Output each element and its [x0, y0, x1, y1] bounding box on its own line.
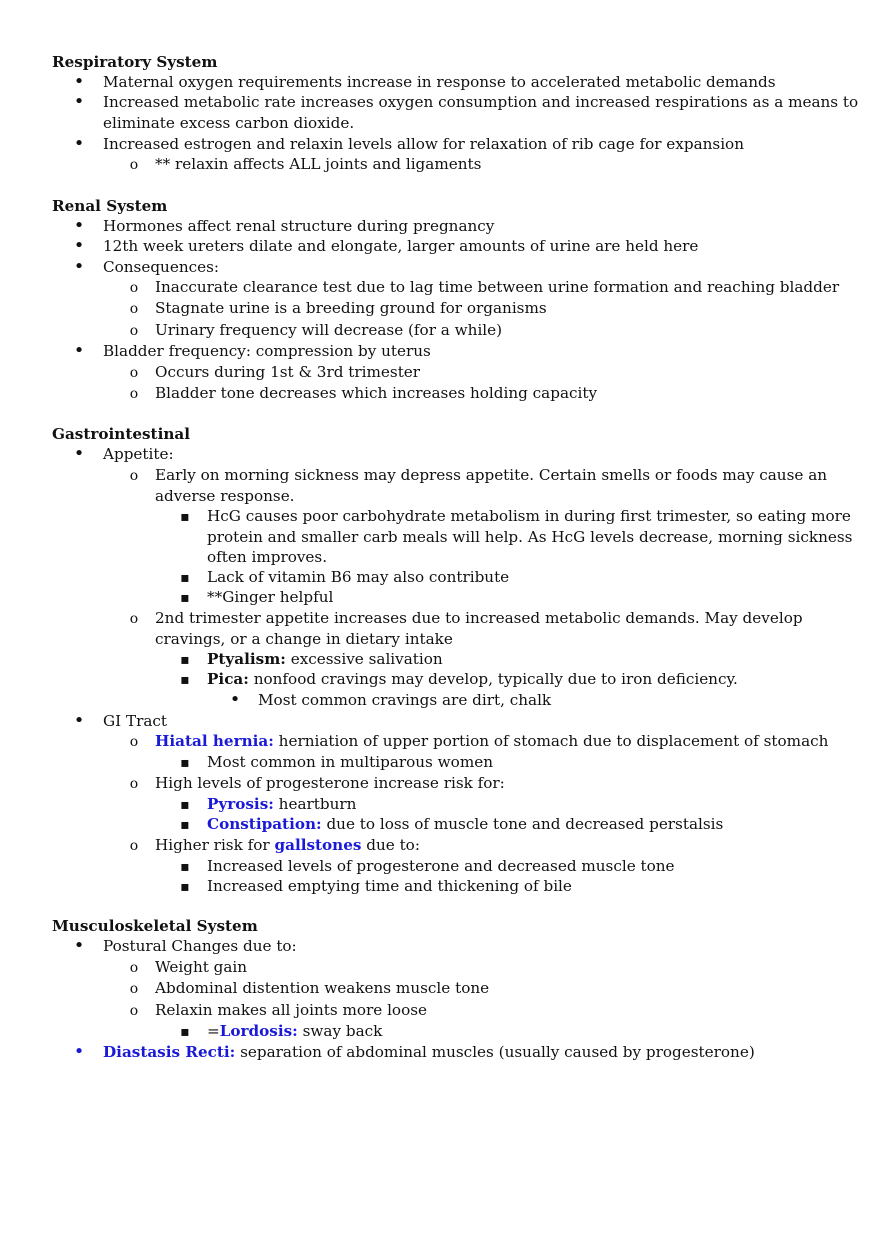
term-ptyalism: Ptyalism: [207, 650, 286, 668]
term-pica: Pica: [207, 670, 249, 688]
list-item: Increased estrogen and relaxin levels allow for relaxation of rib cage for expansion [103, 135, 744, 153]
bullet-circle [127, 277, 141, 298]
list-item: Most common in multiparous women [207, 753, 493, 771]
list-item [207, 669, 738, 689]
list-item-continued: adverse response. [155, 487, 295, 505]
section-heading-renal: Renal System [52, 197, 168, 215]
definition: excessive salivation [285, 650, 443, 668]
bullet-circle [127, 320, 141, 341]
bullet-square [178, 752, 192, 773]
bullet-circle [127, 1000, 141, 1021]
bullet-circle [127, 383, 141, 404]
definition: sway back [297, 1022, 383, 1040]
bullet-circle [127, 731, 141, 752]
term-gallstones: gallstones [274, 836, 362, 854]
bullet-dot [72, 936, 86, 956]
list-item [207, 794, 356, 814]
bullet-dot [72, 236, 86, 256]
bullet-square [178, 669, 192, 690]
list-item [155, 835, 420, 855]
list-item: Relaxin makes all joints more loose [155, 1001, 427, 1019]
list-item: Early on morning sickness may depress appetite. Certain smells or foods may cause an [155, 466, 828, 484]
bullet-square [178, 506, 192, 527]
bullet-dot [228, 690, 242, 710]
term-pyrosis: Pyrosis: [207, 795, 274, 813]
list-item: GI Tract [103, 712, 168, 730]
list-item: Occurs during 1st & 3rd trimester [155, 363, 421, 381]
list-item: Abdominal distention weakens muscle tone [155, 979, 490, 997]
list-item: Increased emptying time and thickening of bile [207, 877, 572, 895]
list-item: Bladder frequency: compression by uterus [103, 342, 431, 360]
bullet-square [178, 794, 192, 815]
bullet-dot [72, 341, 86, 361]
bullet-circle [127, 978, 141, 999]
list-item-continued: protein and smaller carb meals will help. As HcG levels decrease, morning sickness [207, 528, 853, 546]
list-item: Increased metabolic rate increases oxygen consumption and increased respirations as a means to [103, 93, 859, 111]
bullet-square [178, 814, 192, 835]
list-item: **Ginger helpful [207, 588, 334, 606]
list-item [207, 1021, 382, 1041]
bullet-circle [127, 835, 141, 856]
definition: separation of abdominal muscles (usually caused by progesterone) [235, 1043, 755, 1061]
list-item: Bladder tone decreases which increases holding capacity [155, 384, 598, 402]
bullet-circle [127, 154, 141, 175]
list-item: 2nd trimester appetite increases due to increased metabolic demands. May develop [155, 609, 803, 627]
bullet-circle [127, 773, 141, 794]
bullet-circle [127, 957, 141, 978]
bullet-square [178, 567, 192, 588]
list-item: Urinary frequency will decrease (for a while) [155, 321, 503, 339]
bullet-dot [72, 92, 86, 112]
bullet-square [178, 587, 192, 608]
text: due to: [361, 836, 420, 854]
list-item: Weight gain [155, 958, 248, 976]
section-heading-gastrointestinal: Gastrointestinal [52, 425, 190, 443]
list-item: Most common cravings are dirt, chalk [258, 691, 552, 709]
bullet-dot [72, 711, 86, 731]
term-hiatal-hernia: Hiatal hernia: [155, 732, 274, 750]
list-item: 12th week ureters dilate and elongate, larger amounts of urine are held here [103, 237, 699, 255]
list-item [207, 649, 443, 669]
bullet-square [178, 876, 192, 897]
term-lordosis: Lordosis: [219, 1022, 298, 1040]
list-item-continued: cravings, or a change in dietary intake [155, 630, 453, 648]
list-item-continued: eliminate excess carbon dioxide. [103, 114, 355, 132]
list-item: Postural Changes due to: [103, 937, 297, 955]
list-item-continued: often improves. [207, 548, 328, 566]
bullet-dot-blue [72, 1042, 86, 1062]
bullet-dot [72, 216, 86, 236]
section-heading-respiratory: Respiratory System [52, 53, 218, 71]
bullet-dot [72, 134, 86, 154]
list-item [207, 814, 723, 834]
bullet-square [178, 856, 192, 877]
bullet-dot [72, 72, 86, 92]
list-item: ** relaxin affects ALL joints and ligaments [155, 155, 482, 173]
list-item: Increased levels of progesterone and decreased muscle tone [207, 857, 675, 875]
bullet-circle [127, 465, 141, 486]
term-constipation: Constipation: [207, 815, 322, 833]
bullet-dot [72, 444, 86, 464]
list-item [103, 1042, 755, 1062]
list-item [155, 731, 828, 751]
list-item: Stagnate urine is a breeding ground for organisms [155, 299, 547, 317]
bullet-circle [127, 362, 141, 383]
bullet-dot [72, 257, 86, 277]
section-heading-musculoskeletal: Musculoskeletal System [52, 917, 258, 935]
bullet-square [178, 1021, 192, 1042]
list-item: Lack of vitamin B6 may also contribute [207, 568, 510, 586]
text: Higher risk for [155, 836, 275, 854]
definition: nonfood cravings may develop, typically due to iron deficiency. [248, 670, 738, 688]
definition: heartburn [273, 795, 357, 813]
list-item: HcG causes poor carbohydrate metabolism in during first trimester, so eating more [207, 507, 851, 525]
list-item: Inaccurate clearance test due to lag time between urine formation and reaching bladder [155, 278, 840, 296]
bullet-square [178, 649, 192, 670]
bullet-circle [127, 298, 141, 319]
list-item: Hormones affect renal structure during pregnancy [103, 217, 495, 235]
definition: herniation of upper portion of stomach due to displacement of stomach [273, 732, 829, 750]
term-diastasis-recti: Diastasis Recti: [103, 1043, 236, 1061]
list-item: Appetite: [103, 445, 174, 463]
text: = [207, 1022, 220, 1040]
list-item: Consequences: [103, 258, 220, 276]
definition: due to loss of muscle tone and decreased perstalsis [321, 815, 724, 833]
list-item: High levels of progesterone increase risk for: [155, 774, 505, 792]
list-item: Maternal oxygen requirements increase in response to accelerated metabolic demands [103, 73, 776, 91]
bullet-circle [127, 608, 141, 629]
